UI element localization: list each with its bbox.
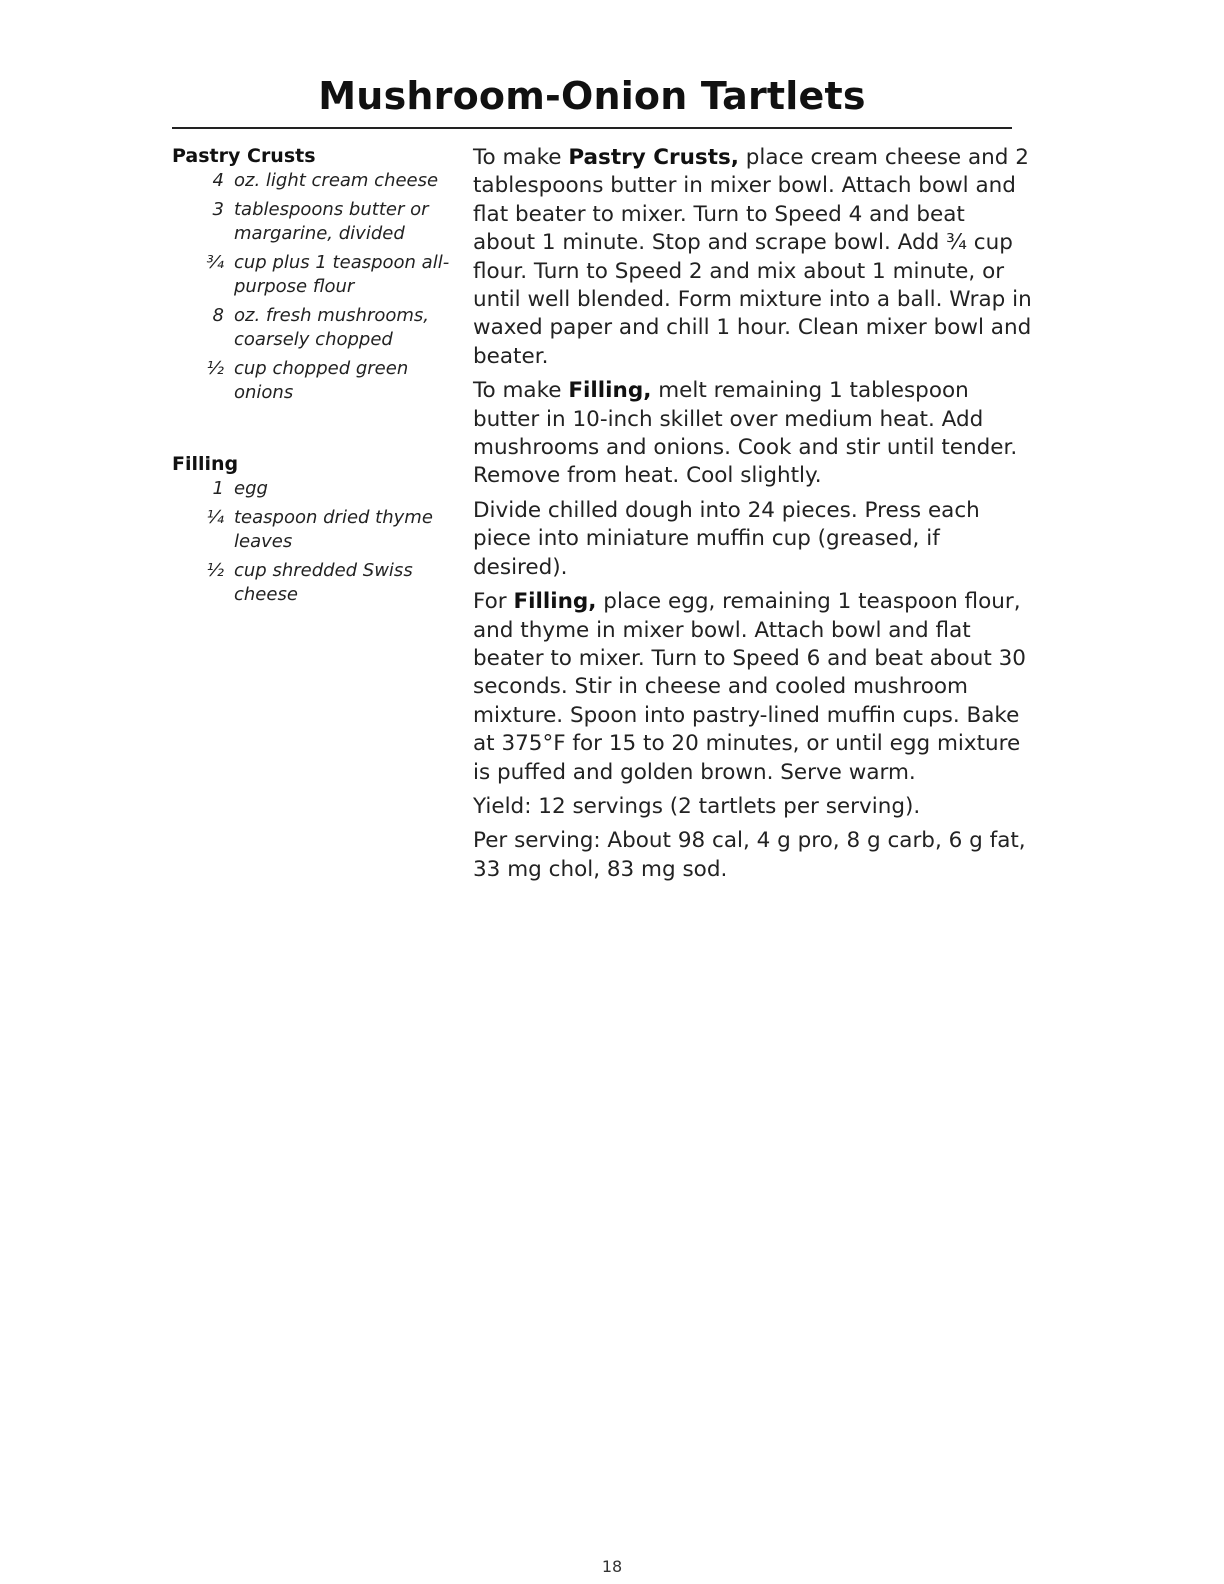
recipe-yield: Yield: 12 servings (2 tartlets per serving). xyxy=(473,793,921,819)
instruction-text: For xyxy=(473,589,514,615)
instruction-text: To make xyxy=(473,145,569,170)
instruction-text: To make xyxy=(473,378,569,404)
ingredient-item xyxy=(172,169,462,193)
instruction-bold-term: Filling, xyxy=(513,589,597,615)
ingredient-text: oz. light cream cheese xyxy=(234,170,439,191)
instructions-column xyxy=(473,144,1033,890)
ingredient-qty: 1 xyxy=(212,478,224,499)
ingredient-text: cup shredded Swiss cheese xyxy=(234,560,413,605)
instruction-text: melt remaining 1 tablespoon butter in 10-inch skillet over medium heat. Add mushrooms and onions. Cook and stir until tender. Remove from heat. Cool slightly. xyxy=(473,378,1018,489)
ingredient-qty: 8 xyxy=(212,305,224,326)
ingredient-item xyxy=(172,251,462,299)
ingredient-text: teaspoon dried thyme leaves xyxy=(234,507,433,552)
ingredient-text: cup chopped green onions xyxy=(234,358,409,403)
ingredient-item xyxy=(172,198,462,246)
ingredient-qty: 3 xyxy=(212,199,224,220)
ingredient-qty: ¼ xyxy=(206,507,224,528)
ingredient-item xyxy=(172,559,462,607)
ingredient-qty: ¾ xyxy=(206,252,224,273)
ingredient-qty: ½ xyxy=(206,358,224,379)
nutrition-info: Per serving: About 98 cal, 4 g pro, 8 g carb, 6 g fat, 33 mg chol, 83 mg sod. xyxy=(473,828,1026,882)
ingredient-group-heading: Filling xyxy=(172,453,239,475)
instruction-divide-dough: Divide chilled dough into 24 pieces. Press each piece into miniature muffin cup (greased, if desired). xyxy=(473,497,980,580)
ingredient-group-heading: Pastry Crusts xyxy=(172,145,316,167)
instruction-bold-term: Filling, xyxy=(568,378,652,404)
ingredients-column xyxy=(172,145,462,612)
title-divider xyxy=(172,127,1012,129)
ingredient-text: egg xyxy=(234,478,268,499)
page-title: Mushroom-Onion Tartlets xyxy=(318,74,866,118)
instruction-filling-bake xyxy=(473,588,1033,787)
ingredient-text: cup plus 1 teaspoon all-purpose flour xyxy=(234,252,450,297)
ingredient-group-pastry-crusts xyxy=(172,145,462,405)
ingredient-item xyxy=(172,477,462,501)
instruction-text: place egg, remaining 1 teaspoon flour, and thyme in mixer bowl. Attach bowl and flat beater to mixer. Turn to Speed 6 and beat about 30 seconds. Stir in cheese and cooled mushroom mixture. Spoon into pastry-lined muffin cups. Bake at 375°F for 15 to 20 minutes, or until egg mixture is puffed and golden brown. Serve warm. xyxy=(473,589,1026,785)
ingredient-item xyxy=(172,506,462,554)
page-number: 18 xyxy=(601,1557,623,1576)
instruction-text: place cream cheese and 2 tablespoons butter in mixer bowl. Attach bowl and flat beater to mixer. Turn to Speed 4 and beat about 1 minute. Stop and scrape bowl. Add ¾ cup flour. Turn to Speed 2 and mix about 1 minute, or until well blended. Form mixture into a ball. Wrap in waxed paper and chill 1 hour. Clean mixer bowl and beater. xyxy=(473,145,1032,369)
ingredient-text: oz. fresh mushrooms, coarsely chopped xyxy=(234,305,430,350)
ingredient-item xyxy=(172,304,462,352)
instruction-bold-term: Pastry Crusts, xyxy=(568,145,739,170)
instruction-pastry-crusts xyxy=(473,144,1033,371)
instruction-filling-prep xyxy=(473,377,1033,491)
ingredient-qty: ½ xyxy=(206,560,224,581)
ingredient-item xyxy=(172,357,462,405)
ingredient-text: tablespoons butter or margarine, divided xyxy=(234,199,429,244)
ingredient-group-filling xyxy=(172,453,462,607)
ingredient-qty: 4 xyxy=(212,170,224,191)
